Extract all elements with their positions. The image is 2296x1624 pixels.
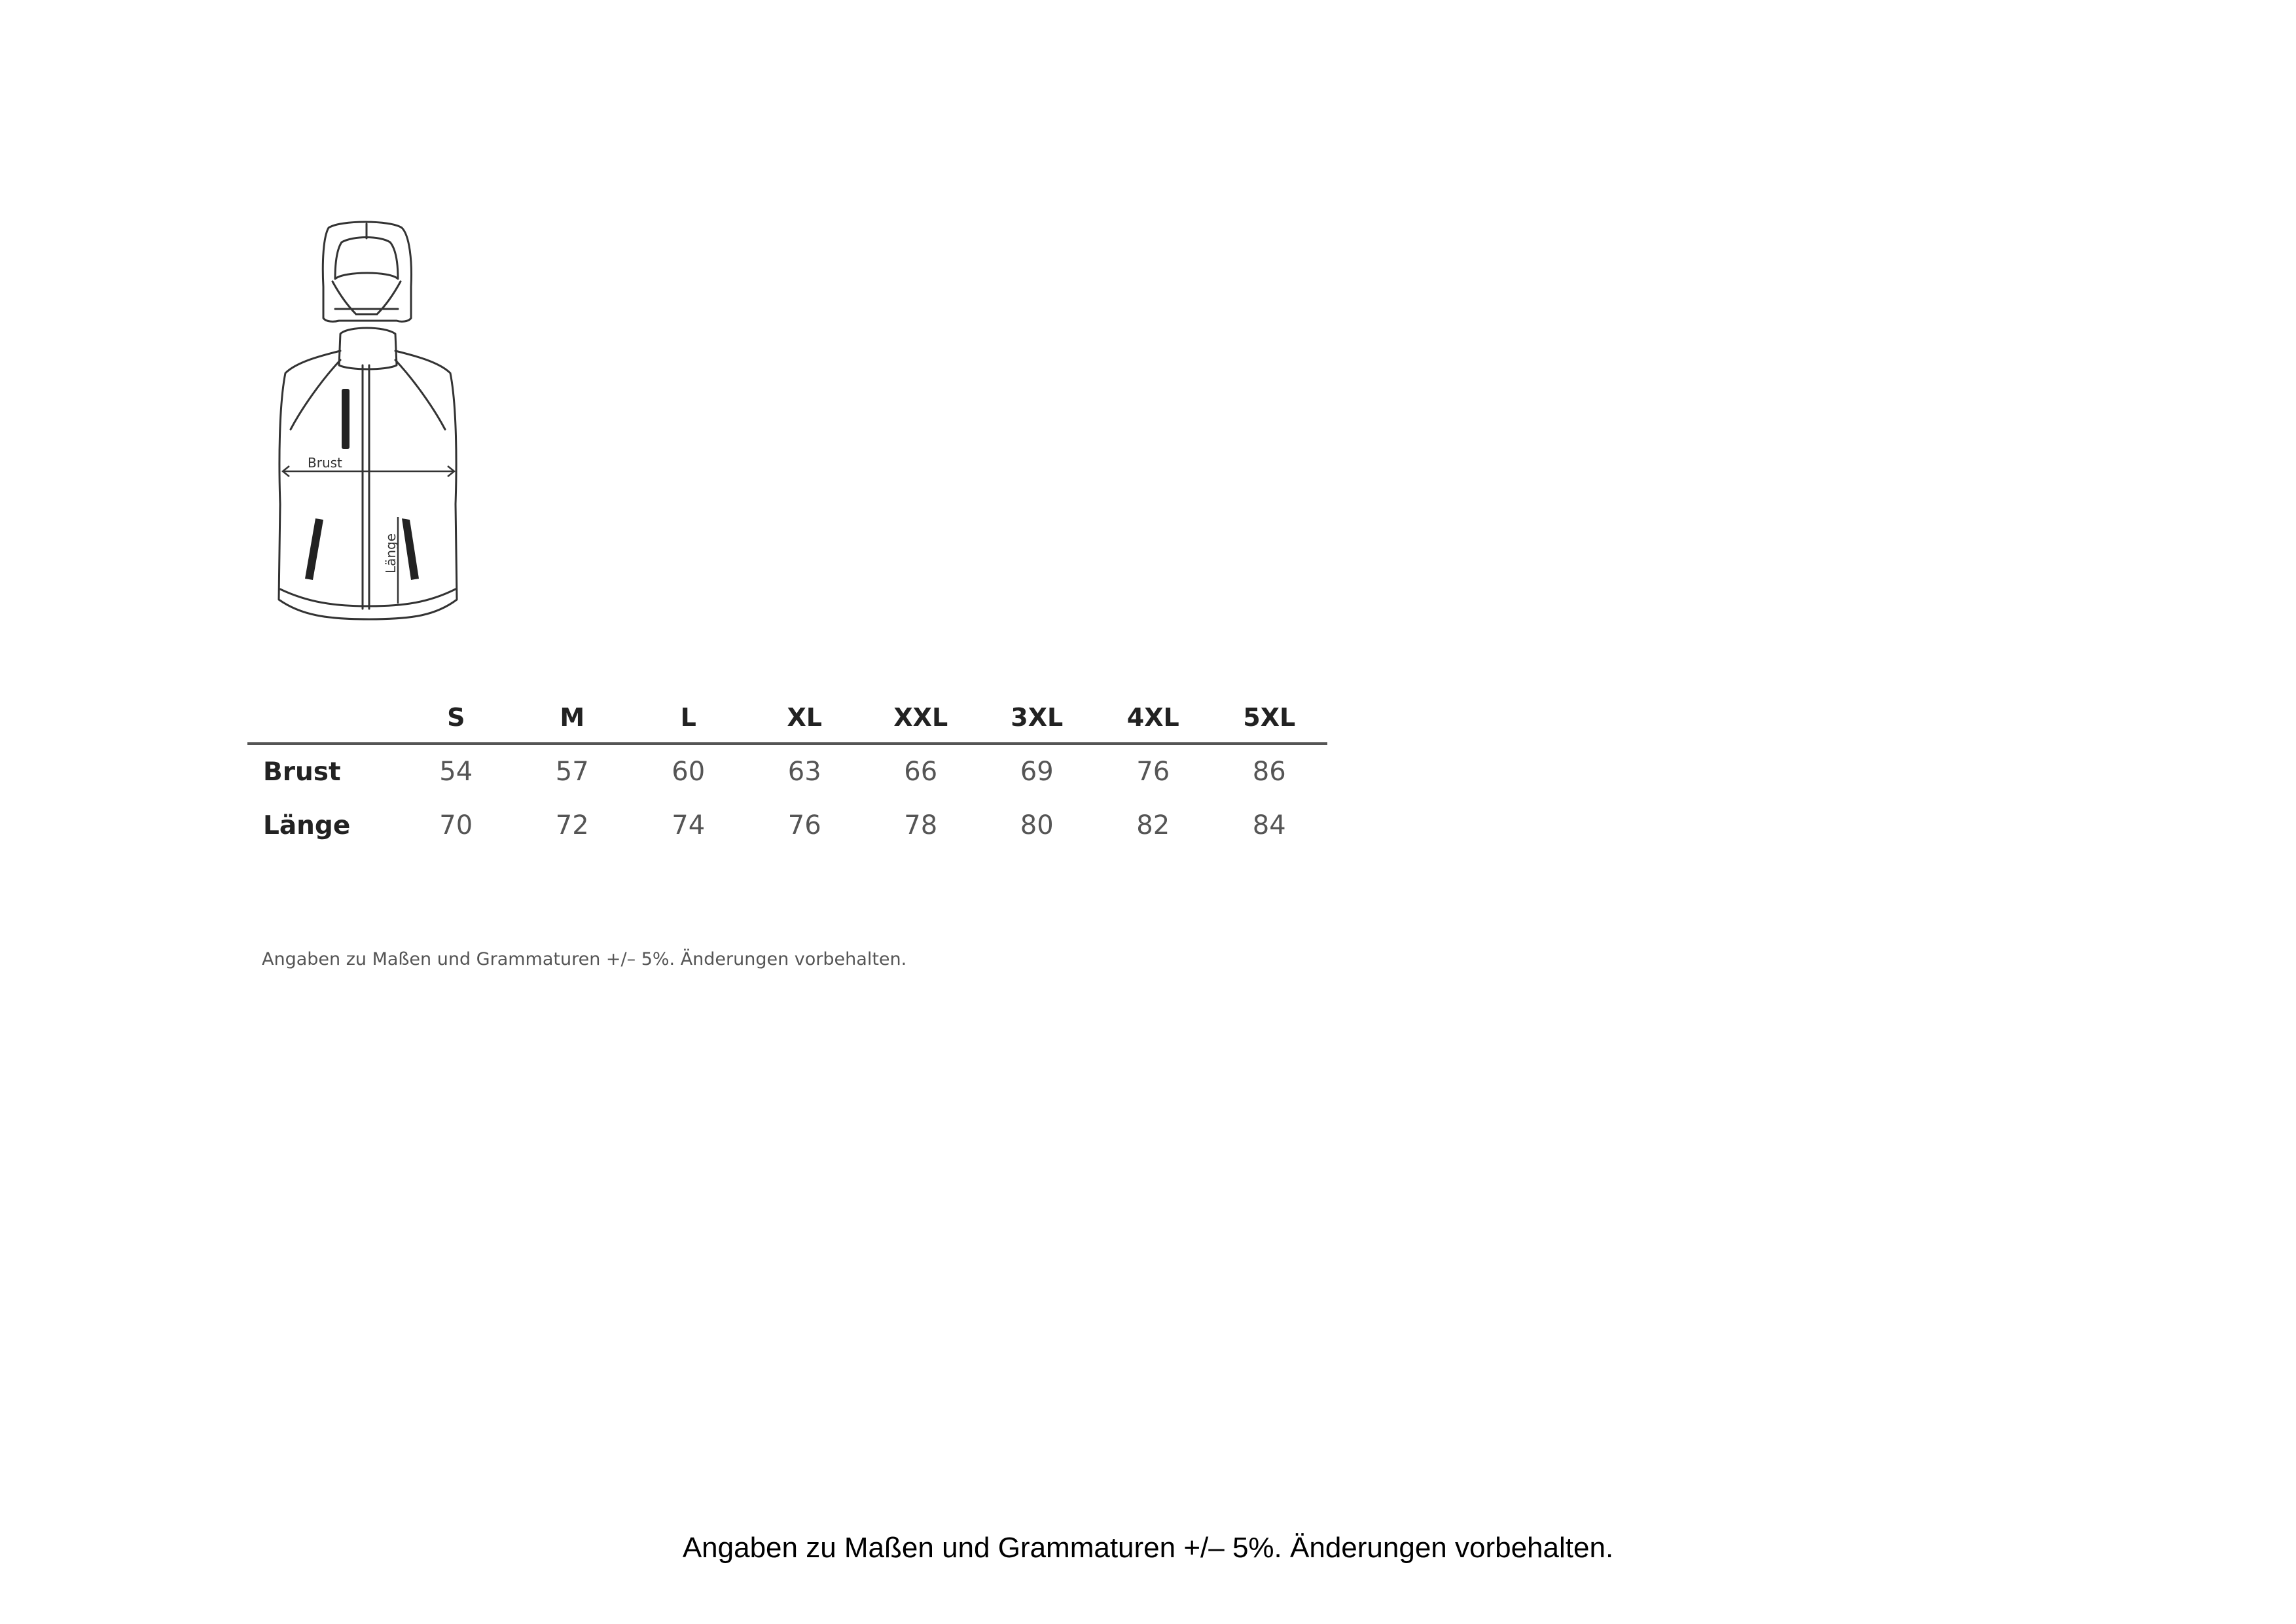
- length-measure-label: Länge: [383, 533, 399, 573]
- table-cell: 66: [904, 757, 938, 787]
- table-cell: 74: [672, 810, 706, 840]
- table-cell: 76: [787, 810, 821, 840]
- size-header-s: S: [398, 693, 514, 744]
- size-header-4xl: 4XL: [1095, 693, 1211, 744]
- row-label-brust: Brust: [263, 757, 341, 787]
- size-header-xl: XL: [747, 693, 863, 744]
- table-cell: 80: [1020, 810, 1054, 840]
- table-cell: 69: [1020, 757, 1054, 787]
- table-row-brust: [247, 744, 1327, 799]
- table-cell: 82: [1136, 810, 1170, 840]
- footer-note: Angaben zu Maßen und Grammaturen +/– 5%. Änderungen vorbehalten.: [682, 1532, 1614, 1564]
- table-cell: 72: [555, 810, 589, 840]
- table-cell: 54: [439, 757, 473, 787]
- table-cell: 84: [1252, 810, 1286, 840]
- vest-diagram: [262, 216, 478, 628]
- header-corner-cell: [247, 693, 398, 744]
- table-cell: 78: [904, 810, 938, 840]
- size-header-3xl: 3XL: [979, 693, 1096, 744]
- table-cell: 76: [1136, 757, 1170, 787]
- table-row-laenge: [247, 799, 1327, 852]
- tolerance-note: Angaben zu Maßen und Grammaturen +/– 5%. Änderungen vorbehalten.: [262, 949, 907, 969]
- table-cell: 70: [439, 810, 473, 840]
- size-header-m: M: [514, 693, 631, 744]
- hood-drawing: [323, 222, 411, 321]
- size-header-row: [247, 693, 1327, 744]
- size-table: [247, 693, 1327, 852]
- size-header-l: L: [630, 693, 747, 744]
- chest-measure-label: Brust: [308, 455, 342, 471]
- size-header-xxl: XXL: [863, 693, 979, 744]
- table-cell: 86: [1252, 757, 1286, 787]
- row-label-laenge: Länge: [263, 810, 351, 840]
- size-header-5xl: 5XL: [1211, 693, 1328, 744]
- vest-body-drawing: [279, 328, 457, 619]
- table-cell: 63: [787, 757, 821, 787]
- table-cell: 60: [672, 757, 706, 787]
- table-cell: 57: [555, 757, 589, 787]
